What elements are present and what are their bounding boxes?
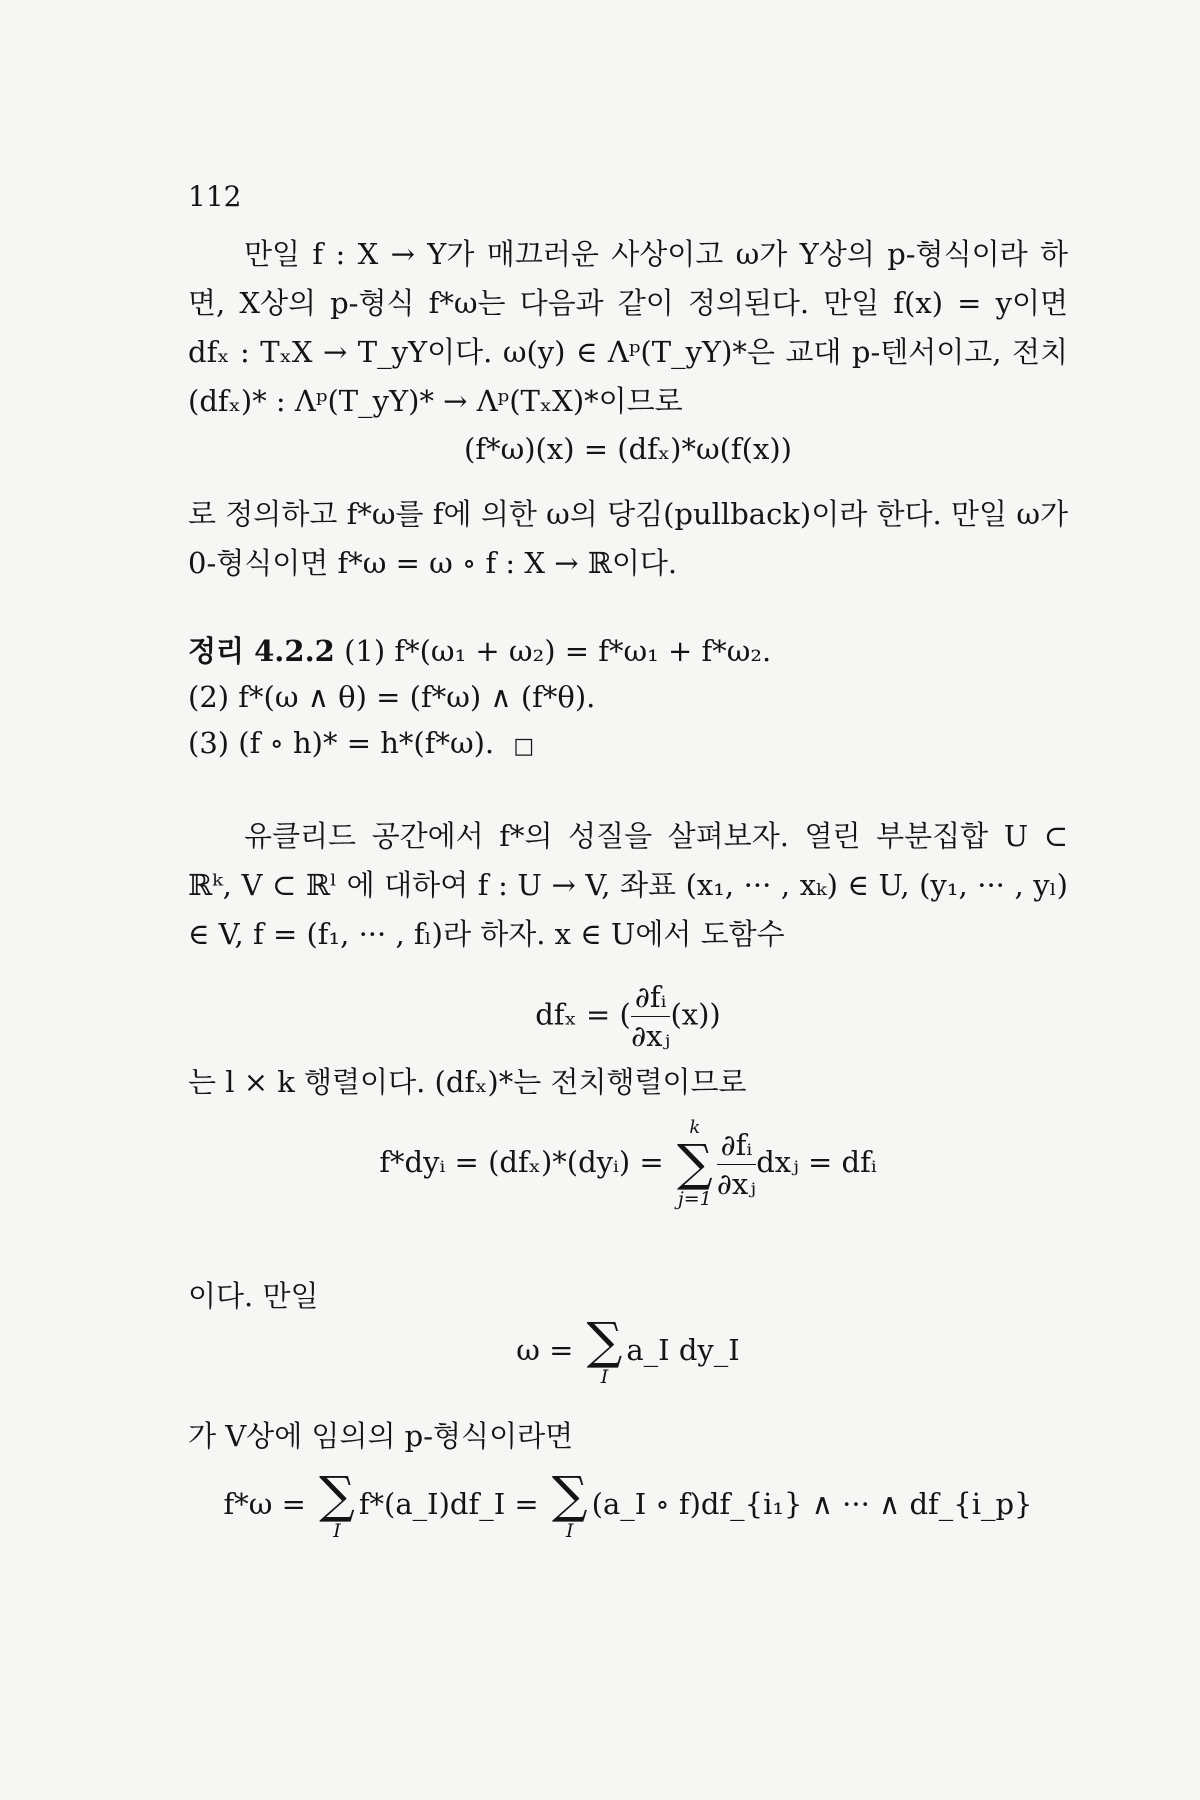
theorem-item-3: (3) (f ∘ h)* = h*(f*ω).: [188, 726, 495, 760]
theorem-title: 정리 4.2.2: [188, 634, 335, 668]
eq3-sigma: ∑: [676, 1134, 713, 1192]
paragraph-matrix: 는 l × k 행렬이다. (dfₓ)*는 전치행렬이므로: [188, 1065, 747, 1099]
paragraph-if: 이다. 만일: [188, 1279, 319, 1313]
paragraph-euclidean: 유클리드 공간에서 f*의 성질을 살펴보자. 열린 부분집합 U ⊂ ℝᵏ, V ⊂ ℝˡ 에 대하여 f : U → V, 좌표 (x₁, ··· , xₖ) ∈ U, (y₁, ··· , yₗ) ∈ V, f = (f₁, ··· , fₗ)라 하자. x ∈ U에서 도함수: [188, 819, 1068, 951]
eq2-lhs: dfₓ = (: [535, 997, 631, 1032]
eq4-sum-lower: I: [600, 1366, 609, 1388]
equation-pullback: (f*ω)(x) = (dfₓ)*ω(f(x)): [464, 432, 792, 466]
page-number: 112: [188, 180, 242, 213]
eq5-sigma-2: ∑: [551, 1466, 588, 1524]
eq2-denominator: ∂xⱼ: [631, 1019, 671, 1053]
equation-omega: [188, 1312, 1068, 1388]
theorem-item-1: (1) f*(ω₁ + ω₂) = f*ω₁ + f*ω₂.: [344, 634, 772, 668]
eq4-sigma: ∑: [586, 1312, 623, 1370]
equation-derivative: [188, 978, 1068, 1055]
equation-general-pullback: [188, 1466, 1068, 1542]
equation-dy-pullback: [188, 1118, 1068, 1210]
eq3-fraction: [717, 1126, 757, 1203]
eq5-mid: f*(a_I)df_I =: [358, 1487, 539, 1521]
eq5-sum-2-lower: I: [566, 1520, 574, 1542]
eq3-denominator: ∂xⱼ: [716, 1166, 756, 1201]
eq2-numerator: ∂fᵢ: [631, 978, 671, 1017]
eq4-lhs: ω =: [516, 1333, 574, 1367]
eq2-rhs: (x)): [670, 997, 721, 1032]
eq3-sum-upper: k: [689, 1117, 701, 1138]
eq5-sigma-1: ∑: [319, 1466, 355, 1524]
eq3-sum-lower: j=1: [677, 1188, 712, 1210]
eq4-rhs: a_I dy_I: [626, 1333, 740, 1367]
eq3-numerator: ∂fᵢ: [717, 1126, 757, 1165]
paragraph-pullback-name: 로 정의하고 f*ω를 f에 의한 ω의 당김(pullback)이라 한다. 만일 ω가 0-형식이면 f*ω = ω ∘ f : X → ℝ이다.: [188, 497, 1068, 580]
eq5-lhs: f*ω =: [223, 1487, 306, 1521]
eq2-fraction: [631, 978, 671, 1055]
eq5-sum-2: [551, 1466, 588, 1542]
eq3-lhs: f*dyᵢ = (dfₓ)*(dyᵢ) =: [379, 1145, 664, 1179]
paragraph-arbitrary-form: 가 V상에 임의의 p-형식이라면: [188, 1419, 574, 1453]
eq5-sum-1-lower: I: [333, 1520, 341, 1542]
theorem-item-2: (2) f*(ω ∧ θ) = (f*ω) ∧ (f*θ).: [188, 680, 596, 714]
eq4-sum: [586, 1312, 623, 1388]
paragraph-pullback-definition: 만일 f : X → Y가 매끄러운 사상이고 ω가 Y상의 p-형식이라 하면, X상의 p-형식 f*ω는 다음과 같이 정의된다. 만일 f(x) = y이면 dfₓ : TₓX → T_yY이다. ω(y) ∈ Λᵖ(T_yY)*은 교대 p-텐서이고, 전치 (dfₓ)* : Λᵖ(T_yY)* → Λᵖ(TₓX)*이므로: [188, 237, 1068, 418]
eq5-rhs: (a_I ∘ f)df_{i₁} ∧ ··· ∧ df_{i_p}: [591, 1487, 1033, 1521]
eq3-sum: [677, 1118, 713, 1210]
eq3-rhs: dxⱼ = dfᵢ: [756, 1145, 877, 1179]
eq5-sum-1: [319, 1466, 355, 1542]
qed-symbol: □: [513, 734, 535, 759]
theorem-4-2-2: [188, 628, 1068, 770]
